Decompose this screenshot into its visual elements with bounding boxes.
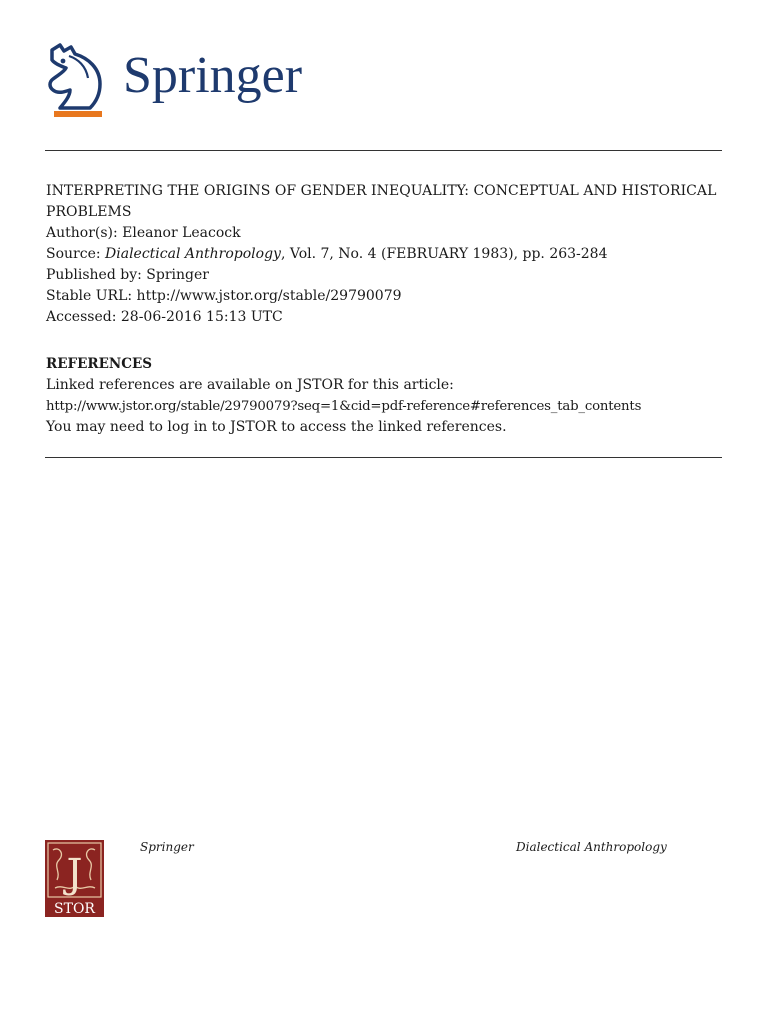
references-heading: REFERENCES [46,356,153,372]
footer-journal: Dialectical Anthropology [516,840,667,854]
author-line: Author(s): Eleanor Leacock [46,225,241,241]
svg-text:J: J [66,851,83,897]
footer-publisher: Springer [140,840,194,854]
author-name: Eleanor Leacock [122,225,241,241]
jstor-emblem-icon [45,840,104,917]
bottom-divider [45,457,722,458]
article-title: INTERPRETING THE ORIGINS OF GENDER INEQUALITY: CONCEPTUAL AND HISTORICAL PROBLEMS [46,183,717,220]
springer-horse-icon [44,42,106,120]
references-section [46,354,746,438]
springer-wordmark: Springer [123,47,303,104]
article-metadata [46,181,726,328]
stable-url-line: Stable URL: http://www.jstor.org/stable/29790079 [46,288,402,304]
svg-text:STOR: STOR [54,901,95,917]
references-url-link[interactable]: http://www.jstor.org/stable/29790079?seq=1&cid=pdf-reference#references_tab_contents [46,399,642,414]
jstor-logo [45,840,104,917]
references-login-note: You may need to log in to JSTOR to access the linked references. [46,419,507,435]
top-divider [45,150,722,151]
journal-name: Dialectical Anthropology [105,246,281,262]
accessed-line: Accessed: 28-06-2016 15:13 UTC [46,309,283,325]
source-line: Source: Dialectical Anthropology, Vol. 7, No. 4 (FEBRUARY 1983), pp. 263-284 [46,246,608,262]
references-note: Linked references are available on JSTOR for this article: [46,377,454,393]
published-by-line: Published by: Springer [46,267,209,283]
stable-url-link[interactable]: http://www.jstor.org/stable/29790079 [136,288,402,304]
